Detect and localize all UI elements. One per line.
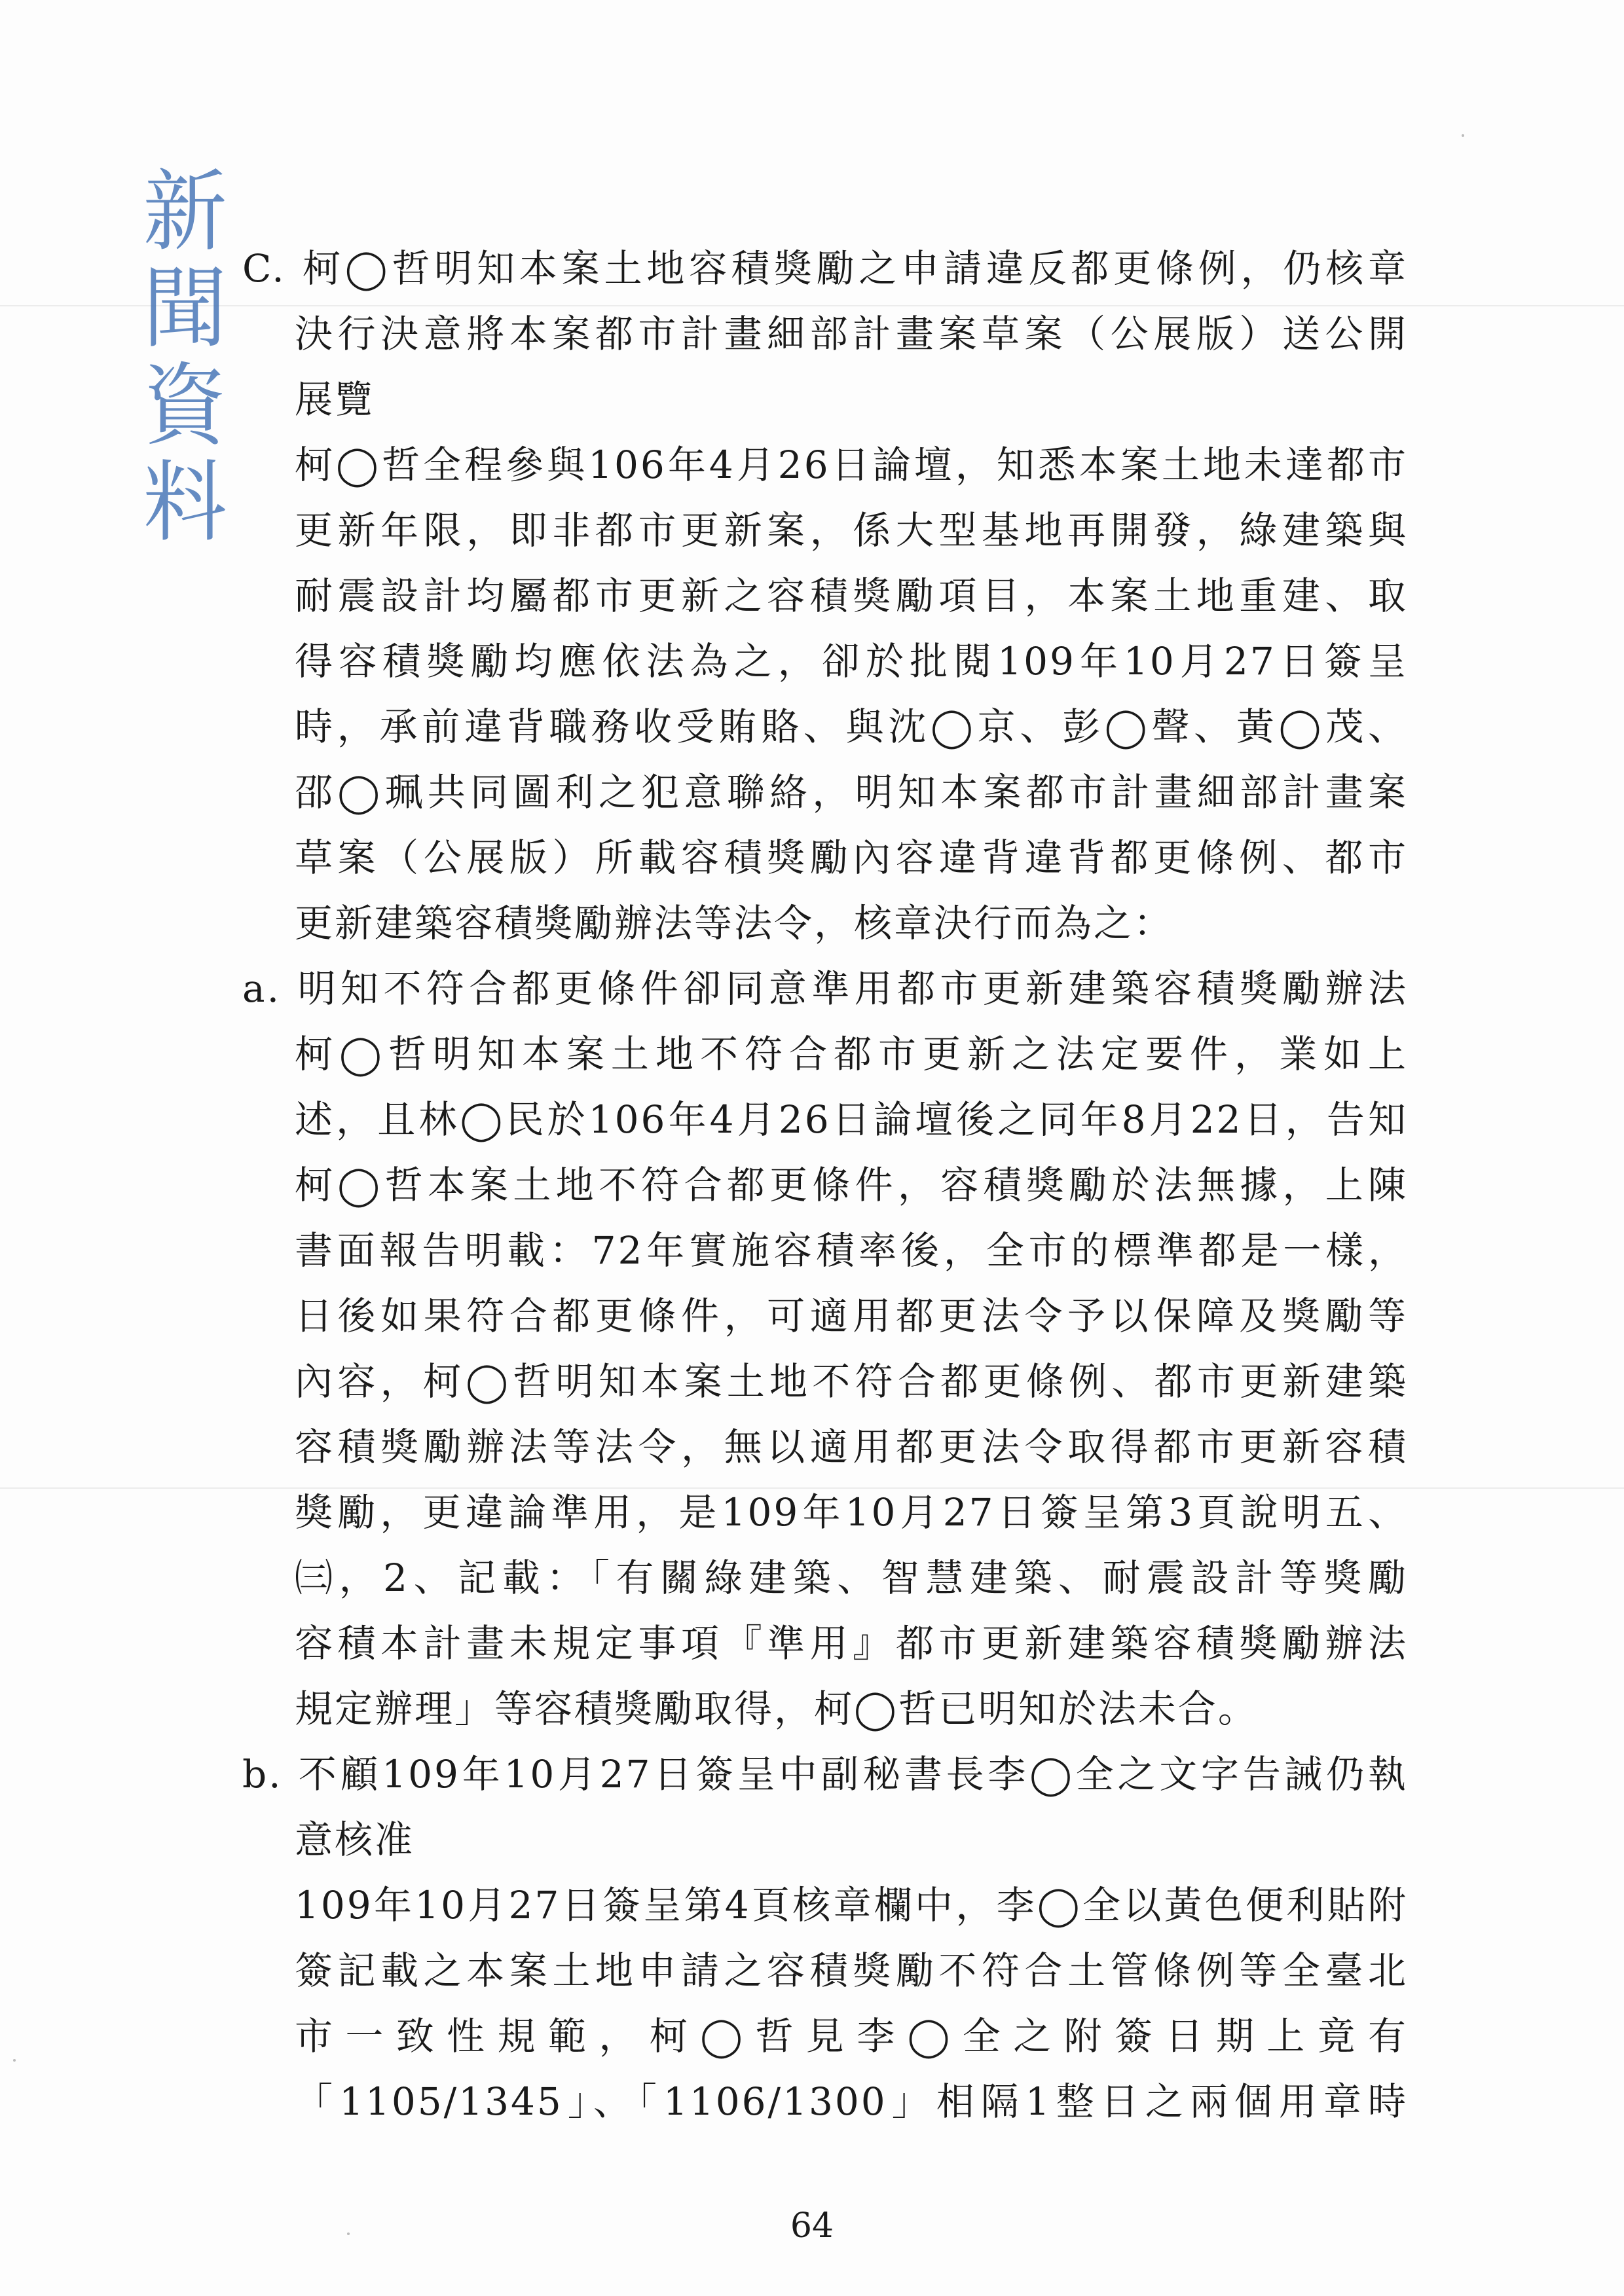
section-heading-c-cont: 決行決意將本案都市計畫細部計畫案草案（公展版）送公開 [295,312,1408,356]
paragraph-line: 簽記載之本案土地申請之容積獎勵不符合土管條例等全臺北 [295,1948,1408,1993]
paragraph-line: ㈢，2、記載：「有關綠建築、智慧建築、耐震設計等獎勵 [295,1556,1408,1600]
scan-speck [13,2059,16,2062]
paragraph-line: 草案（公展版）所載容積獎勵內容違背違背都更條例、都市 [295,835,1408,880]
paragraph-line: 柯◯哲本案土地不符合都更條件，容積獎勵於法無據，上陳 [295,1163,1408,1207]
paragraph-line: 柯◯哲全程參與106年4月26日論壇，知悉本案土地未達都市 [295,443,1408,487]
paragraph-line: 109年10月27日簽呈第4頁核章欄中，李◯全以黃色便利貼附 [295,1883,1408,1927]
paragraph-line: 日後如果符合都更條件，可適用都更法令予以保障及獎勵等 [295,1294,1408,1338]
paragraph-line: 「1105/1345」、「1106/1300」相隔1整日之兩個用章時 [295,2079,1408,2124]
paragraph-line: 更新建築容積獎勵辦法等法令，核章決行而為之： [295,901,1174,945]
paragraph-line: 時，承前違背職務收受賄賂、與沈◯京、彭◯聲、黃◯茂、 [295,704,1408,749]
paragraph-line: 容積本計畫未規定事項『準用』都市更新建築容積獎勵辦法 [295,1621,1408,1666]
scan-speck [347,2232,350,2235]
paragraph-line: 獎勵，更違論準用，是109年10月27日簽呈第3頁說明五、 [295,1490,1408,1535]
subsection-heading-b-cont: 意核准 [295,1817,415,1862]
paragraph-line: 容積獎勵辦法等法令，無以適用都更法令取得都市更新容積 [295,1425,1408,1469]
section-heading-c-cont: 展覽 [295,377,375,422]
news-material-stamp [128,160,242,554]
stamp-char: 料 [143,451,227,554]
paragraph-line: 規定辦理」等容積獎勵取得，柯◯哲已明知於法未合。 [295,1686,1258,1731]
stamp-char: 資 [143,354,227,457]
paragraph-line: 述，且林◯民於106年4月26日論壇後之同年8月22日，告知 [295,1097,1408,1142]
stamp-char: 新 [143,160,227,263]
paragraph-line: 書面報告明載：72年實施容積率後，全市的標準都是一樣， [295,1228,1408,1273]
scan-speck [1462,134,1464,137]
stamp-char: 聞 [143,257,227,360]
paragraph-line: 內容，柯◯哲明知本案土地不符合都更條例、都市更新建築 [295,1359,1408,1404]
paragraph-line: 市一致性規範，柯◯哲見李◯全之附簽日期上竟有 [295,2014,1408,2058]
paragraph-line: 更新年限，即非都市更新案，係大型基地再開發，綠建築與 [295,508,1408,553]
section-heading-c: C. 柯◯哲明知本案土地容積獎勵之申請違反都更條例，仍核章 [242,246,1408,291]
paragraph-line: 邵◯珮共同圖利之犯意聯絡，明知本案都市計畫細部計畫案 [295,770,1408,814]
subsection-heading-b: b. 不顧109年10月27日簽呈中副秘書長李◯全之文字告誡仍執 [242,1752,1408,1796]
paragraph-line: 得容積獎勵均應依法為之，卻於批閱109年10月27日簽呈 [295,639,1408,683]
page-number: 64 [790,2206,834,2246]
paragraph-line: 柯◯哲明知本案土地不符合都市更新之法定要件，業如上 [295,1032,1408,1076]
paragraph-line: 耐震設計均屬都市更新之容積獎勵項目，本案土地重建、取 [295,574,1408,618]
subsection-heading-a: a. 明知不符合都更條件卻同意準用都市更新建築容積獎勵辦法 [242,966,1408,1011]
